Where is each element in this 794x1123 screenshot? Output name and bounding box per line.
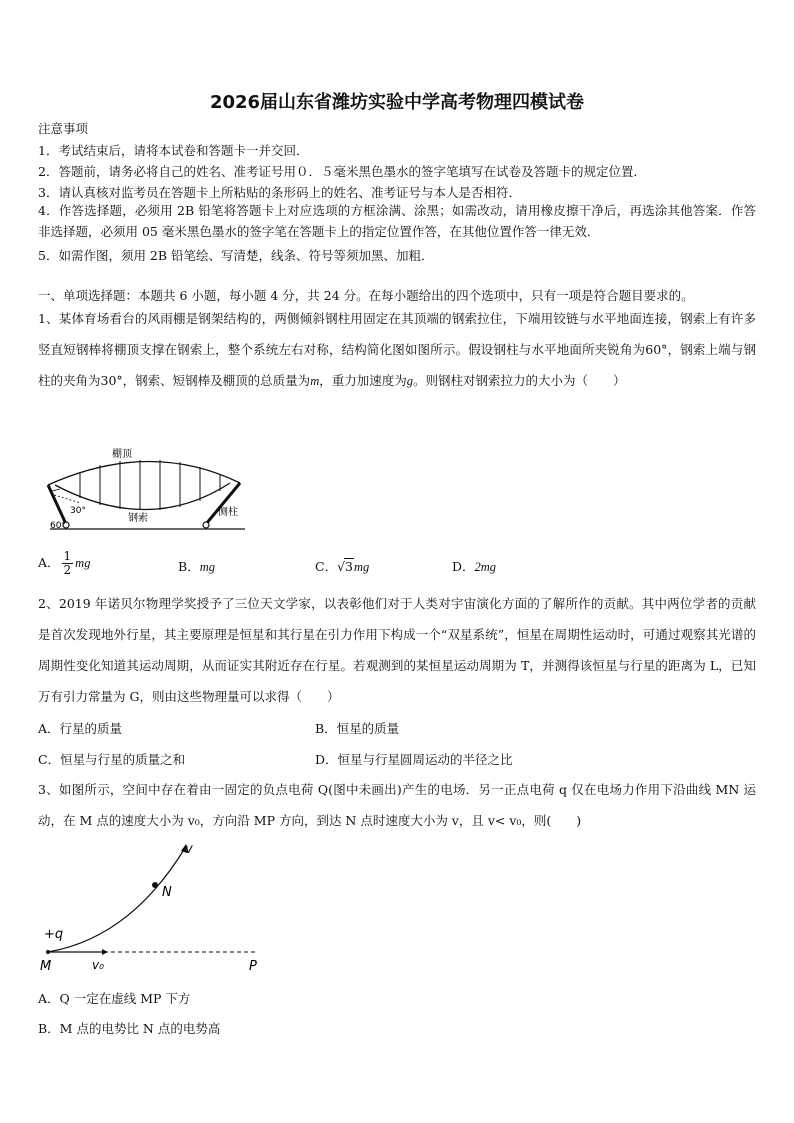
q1-angle-60: 60° [645,342,668,357]
sqrt-symbol: √ [337,559,346,574]
q1-text-e: 。则钢柱对钢索拉力的大小为（ ） [412,373,626,388]
q1-option-b-expr: mg [199,560,215,574]
q2-option-d: D．恒星与行星圆周运动的半径之比 [315,752,513,767]
q1-text-b: ，钢索上端与钢柱的夹角为 [38,342,756,388]
fraction-denominator: 2 [63,563,72,577]
q1-option-b [178,557,215,575]
label-n: N [162,885,172,900]
q2-option-a: A．行星的质量 [38,721,123,736]
label-angle-30: 30° [70,506,86,516]
label-angle-60: 60° [50,521,66,531]
notice-item-3: 3．请认真核对监考员在答题卡上所粘贴的条形码上的姓名、准考证号与本人是否相符． [38,185,521,200]
q1-option-a-expr: mg [75,556,91,570]
q3-option-a: A．Q 一定在虚线 MP 下方 [38,991,191,1006]
q1-var-g: g [406,374,413,388]
q1-angle-30: 30° [100,373,123,388]
q1-option-c-letter: C． [315,559,338,574]
exam-title: 2026届山东省潍坊实验中学高考物理四模试卷 [209,92,585,113]
sqrt-radicand: 3 [345,559,353,574]
notice-item-1: 1．考试结束后，请将本试卷和答题卡一并交回． [38,143,309,158]
fraction-numerator: 1 [63,549,72,563]
q1-option-a [38,550,90,577]
section-heading: 一、单项选择题：本题共 6 小题，每小题 4 分，共 24 分。在每小题给出的四个选项中，只有一项是符合题目要求的。 [38,288,694,303]
notice-item-4: 4．作答选择题，必须用 2B 铅笔将答题卡上对应选项的方框涂满、涂黑；如需改动，请用橡皮擦干净后，再选涂其他答案．作答非选择题，必须用 05 毫米黑色墨水的签字笔在答题卡上的指定位置作答，在其他位置作答一律无效． [38,203,756,239]
notice-item-5: 5．如需作图，须用 2B 铅笔绘、写清楚，线条、符号等须加黑、加粗． [38,248,434,263]
q1-option-c [315,557,369,575]
q1-option-d-expr: 2mg [474,560,497,574]
question-1-stem [38,303,756,397]
label-p: P [249,959,257,974]
q1-text-a: 1、某体育场看台的风雨棚是钢架结构的，两侧倾斜钢柱用固定在其顶端的钢索拉住，下端用铰链与水平地面连接，钢索上有许多竖直短钢棒将棚顶支撑在钢索上，整个系统左右对称，结构简化图如图所示。假设钢柱与水平地面所夹锐角为 [38,311,756,357]
q1-structure-figure [40,445,250,535]
label-v: v [185,842,193,857]
notice-item-2: 2．答题前，请务必将自己的姓名、准考证号用０．５毫米黑色墨水的签字笔填写在试卷及答题卡的规定位置． [38,164,646,179]
label-m: M [40,959,52,974]
q3-trajectory-figure [40,838,270,974]
notice-heading: 注意事项 [38,121,89,136]
q1-text-c: ，钢索、短钢棒及棚顶的总质量为 [122,373,311,388]
question-3-stem: 3、如图所示，空间中存在着由一固定的负点电荷 Q(图中未画出)产生的电场．另一正点电荷 q 仅在电场力作用下沿曲线 MN 运动，在 M 点的速度大小为 v₀，方向沿 MP 方向，到达 N 点时速度大小为 v，且 v< v₀，则( ) [38,782,756,828]
q1-option-d [452,557,496,575]
label-roof: 棚顶 [112,449,132,460]
q1-option-b-letter: B． [178,559,200,574]
q1-text-d: ，重力加速度为 [319,373,407,388]
q2-option-c: C．恒星与行星的质量之和 [38,752,186,767]
q1-option-d-letter: D． [452,559,475,574]
label-cable: 钢索 [128,513,148,524]
q1-var-m: m [310,374,320,388]
label-pillar: 侧柱 [218,507,238,518]
q1-option-c-expr: mg [354,560,370,574]
label-v0: v₀ [92,958,104,972]
label-charge-q: +q [44,927,64,942]
q2-option-b: B．恒星的质量 [315,721,400,736]
fraction-half [62,550,74,577]
q3-option-b: B．M 点的电势比 N 点的电势高 [38,1021,221,1036]
q1-option-a-letter: A． [38,555,60,570]
question-2-stem: 2、2019 年诺贝尔物理学奖授予了三位天文学家，以表彰他们对于人类对宇宙演化方面的了解所作的贡献。其中两位学者的贡献是首次发现地外行星，其主要原理是恒星和其行星在引力作用下构成一个“双星系统”，恒星在周期性运动时，可通过观察其光谱的周期性变化知道其运动周期，从而证实其附近存在行星。若观测到的某恒星运动周期为 T，并测得该恒星与行星的距离为 L，已知万有引力常量为 G，则由这些物理量可以求得（ ） [38,596,756,704]
